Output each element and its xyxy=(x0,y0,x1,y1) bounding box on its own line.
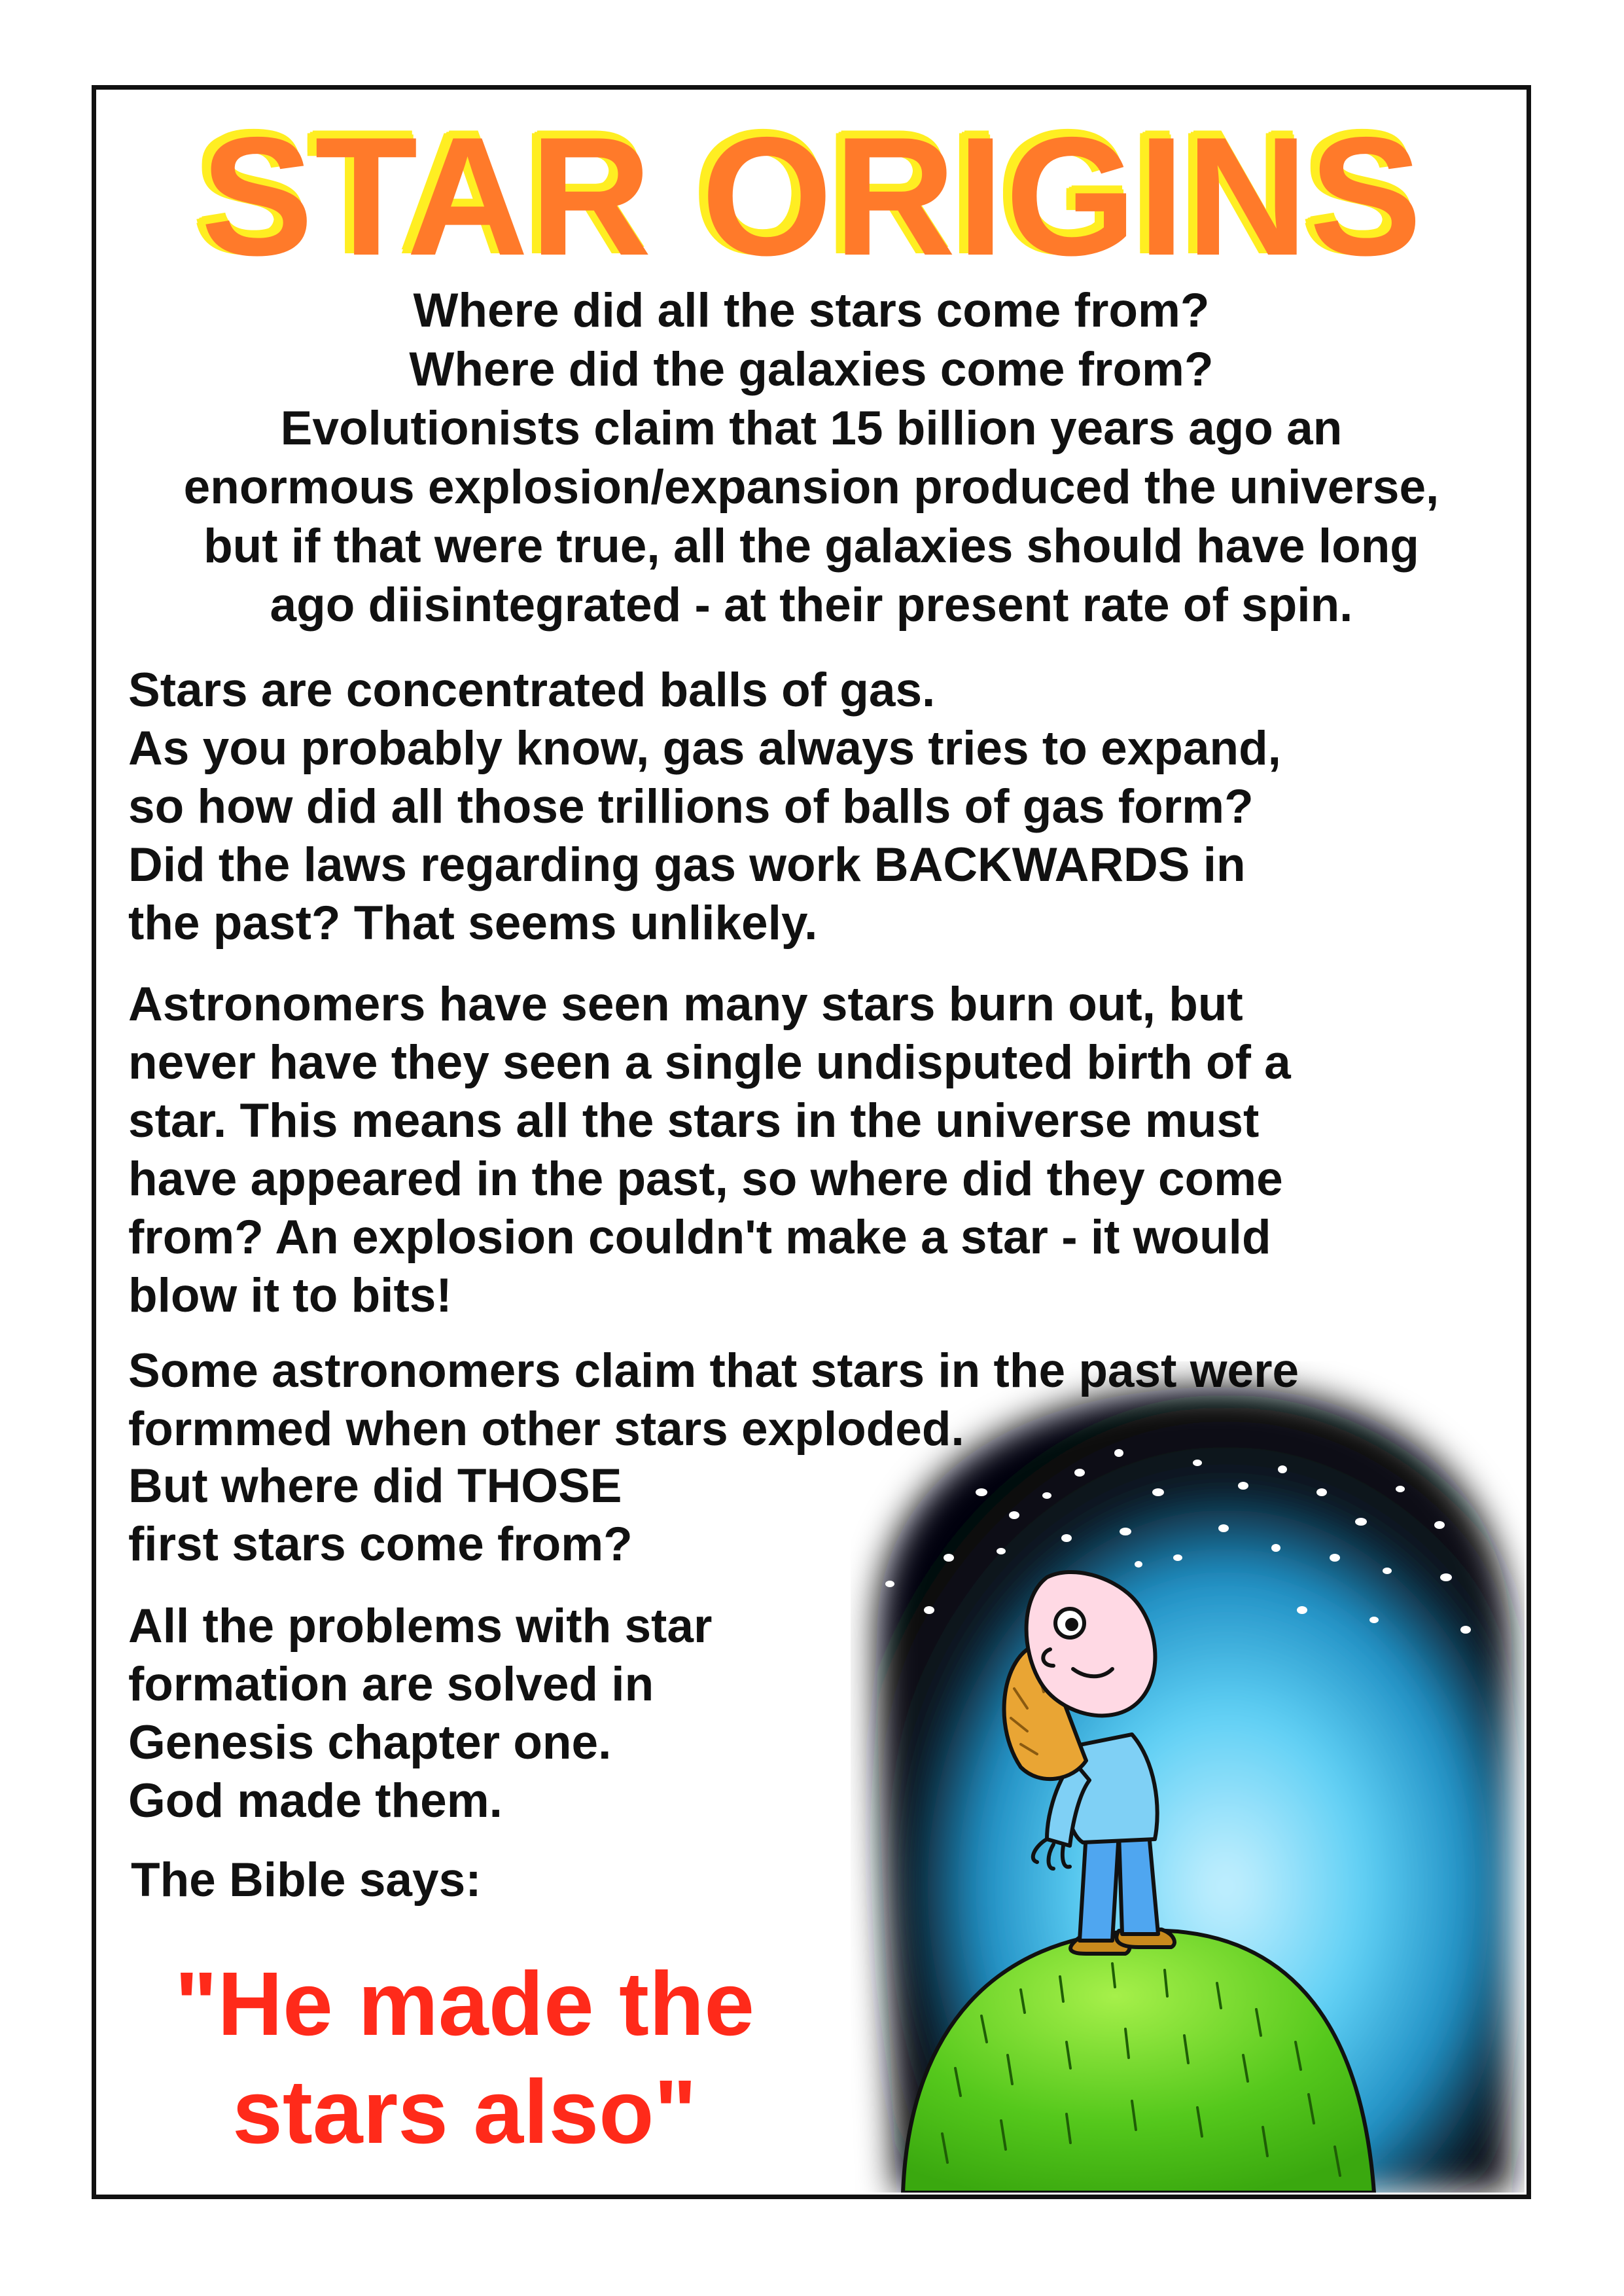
text-line: first stars come from? xyxy=(128,1518,633,1571)
text-line: All the problems with star xyxy=(128,1600,713,1653)
text-line: so how did all those trillions of balls of gas form? xyxy=(128,780,1254,833)
text-line: But where did THOSE xyxy=(128,1460,622,1513)
text-line: Stars are concentrated balls of gas. xyxy=(128,664,936,717)
text-line: As you probably know, gas always tries to expand, xyxy=(128,722,1281,775)
genesis-paragraph xyxy=(128,1597,913,1830)
text-line: the past? That seems unlikely. xyxy=(128,897,818,950)
bible-quote xyxy=(124,1950,805,2166)
page-title: STAR ORIGINS xyxy=(200,101,1424,291)
quote-line: "He made the xyxy=(174,1954,755,2054)
text-line: Genesis chapter one. xyxy=(128,1716,612,1769)
intro-questions xyxy=(105,281,1518,635)
intro-line: but if that were true, all the galaxies should have long xyxy=(203,520,1419,573)
text-line: star. This means all the stars in the universe must xyxy=(128,1094,1260,1147)
text-line: from? An explosion couldn't make a star - it would xyxy=(128,1211,1271,1264)
intro-line: Where did all the stars come from? xyxy=(413,284,1210,337)
text-line: never have they seen a single undisputed birth of a xyxy=(128,1036,1291,1089)
astronomers-paragraph xyxy=(128,975,1489,1325)
intro-line: Where did the galaxies come from? xyxy=(409,343,1214,396)
text-line: Did the laws regarding gas work BACKWARDS in xyxy=(128,838,1246,891)
text-line: God made them. xyxy=(128,1774,503,1827)
intro-line: ago diisintegrated - at their present rate of spin. xyxy=(270,579,1353,632)
stargazer-illustration xyxy=(851,1361,1525,2193)
text-line: Astronomers have seen many stars burn out, but xyxy=(128,978,1243,1031)
quote-line: stars also" xyxy=(232,2062,697,2162)
bible-says-label: The Bible says: xyxy=(131,1854,482,1907)
text-line: blow it to bits! xyxy=(128,1269,452,1322)
text-line: formation are solved in xyxy=(128,1658,654,1711)
text-line: Some astronomers claim that stars in the past were xyxy=(128,1344,1299,1397)
first-stars-question xyxy=(128,1457,913,1573)
text-line: have appeared in the past, so where did they come xyxy=(128,1153,1283,1206)
text-line: formmed when other stars exploded. xyxy=(128,1403,964,1456)
intro-line: enormous explosion/expansion produced the universe, xyxy=(183,461,1439,514)
intro-line: Evolutionists claim that 15 billion years ago an xyxy=(280,402,1343,455)
gas-paragraph xyxy=(128,661,1470,952)
